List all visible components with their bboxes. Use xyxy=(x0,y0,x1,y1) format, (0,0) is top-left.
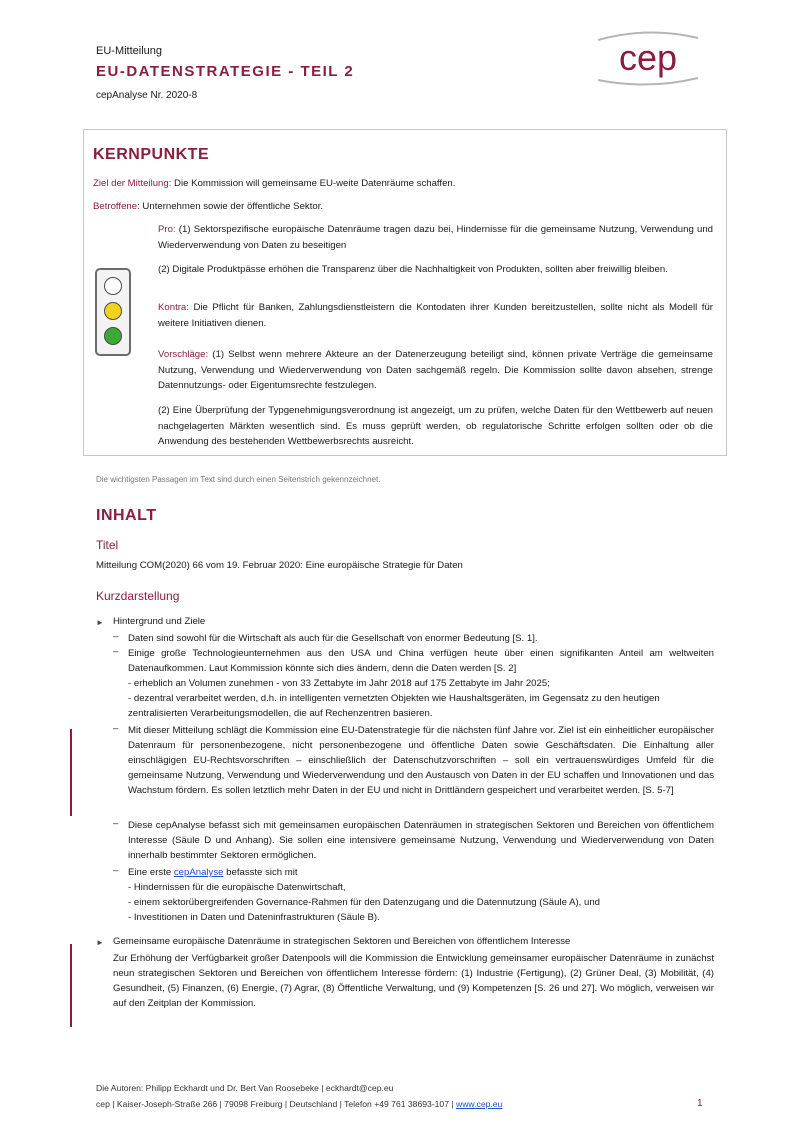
kurzdarstellung-heading: Kurzdarstellung xyxy=(96,589,180,603)
item-2a: - erheblich an Volumen zunehmen - von 33 Zettabyte im Jahr 2018 auf 175 Zettabyte im Jahr 2025; xyxy=(128,678,550,689)
section-2-body: Zur Erhöhung der Verfügbarkeit großer Datenpools will die Kommission die Entwicklung gemeinsamer europäischer Datenräume in zunächst neun strategischen Sektoren und Bereichen von öffentlichem Interesse fördern: (1) Industrie (Fertigung), (2) Grüner Deal, (3) Mobilität, (4) Gesundheit, (5) Finanzen, (6) Energie, (7) Agrar, (8) Öffentliche Verwaltung, und (9) Kompetenzen [S. 26 und 27]. Wo möglich, verweisen wir auf den Zeitplan der Kommission. xyxy=(113,953,714,1009)
bullet-icon: ► xyxy=(96,618,104,627)
kontra-label: Kontra: xyxy=(158,302,189,313)
section-2-title: Gemeinsame europäische Datenräume in strategischen Sektoren und Bereichen von öffentlichem Interesse xyxy=(113,936,571,947)
item-1: Daten sind sowohl für die Wirtschaft als auch für die Gesellschaft von enormer Bedeutung [S. 1]. xyxy=(128,633,538,644)
document-subtitle: cepAnalyse Nr. 2020-8 xyxy=(96,90,198,101)
cepanalyse-link[interactable]: cepAnalyse xyxy=(173,867,224,878)
bullet-icon: ► xyxy=(96,938,104,947)
footer-address xyxy=(96,1099,502,1109)
titel-heading: Titel xyxy=(96,538,119,552)
document-kicker: EU-Mitteilung xyxy=(96,45,163,57)
logo-text: cep xyxy=(618,37,678,78)
dash-icon: – xyxy=(113,818,119,829)
item-4: Diese cepAnalyse befasst sich mit gemeinsamen europäischen Datenräumen in strategischen Sektoren und Bereichen von öffentlichem Interesse (Säule D und Anhang). Sie sollen eine intensivere gemeinsame Nutzung, Verwendung und Wiederverwendung von Daten innerhalb bestimmter Sektoren ermöglichen. xyxy=(128,820,714,861)
ziel-label: Ziel der Mitteilung: xyxy=(93,178,172,189)
pro-text-1: (1) Sektorspezifische europäische Datenräume tragen dazu bei, Hindernisse für die gemeinsame Nutzung, Verwendung und Wiederverwendung von Daten zu beseitigen xyxy=(158,224,713,251)
kontra-point xyxy=(158,300,713,331)
betroffene-line xyxy=(93,199,713,214)
vorschlag-2: (2) Eine Überprüfung der Typgenehmigungsverordnung ist angezeigt, um zu prüfen, welche Daten für den Wettbewerb auf neuen nachgelagerten Märkten wesentlich sind. Es muss geprüft werden, ob regulatorische Schritte erfolgen sollten oder ob die Anwendung des bestehenden Wettbewerbsrechts ausreicht. xyxy=(158,405,713,447)
kontra-text: Die Pflicht für Banken, Zahlungsdienstleistern die Kontodaten ihrer Kunden bereitzustellen, sollte nicht als Modell für weitere Initiativen dienen. xyxy=(158,302,713,329)
item-5a: - Hindernissen für die europäische Datenwirtschaft, xyxy=(128,882,346,893)
betroffene-label: Betroffene: xyxy=(93,201,140,212)
ziel-text: Die Kommission will gemeinsame EU-weite Datenräume schaffen. xyxy=(171,178,456,189)
betroffene-text: Unternehmen sowie der öffentliche Sektor. xyxy=(139,201,324,212)
vorschlag-1 xyxy=(158,347,713,394)
item-5-pre: Eine erste xyxy=(128,867,174,878)
item-5 xyxy=(128,865,714,880)
footer-website-link[interactable]: www.cep.eu xyxy=(456,1099,503,1109)
marking-note: Die wichtigsten Passagen im Text sind durch einen Seitenstrich gekennzeichnet. xyxy=(96,475,381,484)
kernpunkte-title: KERNPUNKTE xyxy=(93,146,210,163)
item-3: Mit dieser Mitteilung schlägt die Kommission eine EU-Datenstrategie für die nächsten fünf Jahre vor. Ziel ist ein einheitlicher europäischer Datenraum für personenbezogene, nicht personenbezogene und öffentliche Daten sowie Geschäftsdaten. Die Einhaltung aller einschlägigen EU-Rechtsvorschriften – einschließlich der Datenschutzvorschriften – soll ein vertrauenswürdiges Umfeld für die gemeinsame Nutzung, Verwendung und Wiederverwendung und den Austausch von Daten in der EU schaffen und Innovationen und das Wachstum fördern. Es sollen letztlich mehr Daten in der EU und nicht in Drittländern gespeichert und verarbeitet werden. [S. 5-7] xyxy=(128,725,714,796)
ziel-line xyxy=(93,176,713,191)
page-number: 1 xyxy=(697,1098,703,1109)
dash-icon: – xyxy=(113,865,119,876)
item-2b: - dezentral verarbeitet werden, d.h. in intelligenten vernetzten Objekten wie Haushaltsgeräten, im Gegensatz zu den heutigen zentralisierten Verarbeitungsmodellen, die auf Rechenzentren basieren. xyxy=(128,693,660,719)
item-5c: - Investitionen in Daten und Dateninfrastrukturen (Säule B). xyxy=(128,912,380,923)
item-5b: - einem sektorübergreifenden Governance-Rahmen für den Datenzugang und die Datennutzung (Säule A), und xyxy=(128,897,600,908)
pro-point-1 xyxy=(158,222,713,253)
pro-point-2: (2) Digitale Produktpässe erhöhen die Transparenz über die Nachhaltigkeit von Produkten, sollten aber freiwillig bleiben. xyxy=(158,264,668,275)
traffic-light-top xyxy=(104,277,122,295)
vorschlag-text-1: (1) Selbst wenn mehrere Akteure an der Datenerzeugung beteiligt sind, können private Verträge die gemeinsame Nutzung, Verwendung und Wiederverwendung von Daten sachgemäß regeln. Die Kommission sollte davon absehen, strenge Datennutzungs- oder Eigentumsrechte festzulegen. xyxy=(158,349,713,391)
footer-address-text: cep | Kaiser-Joseph-Straße 266 | 79098 Freiburg | Deutschland | Telefon +49 761 38693-107 | xyxy=(96,1099,456,1109)
section-1-title: Hintergrund und Ziele xyxy=(113,616,206,627)
inhalt-title: INHALT xyxy=(96,507,157,524)
highlight-bar xyxy=(70,944,72,1027)
dash-icon: – xyxy=(113,631,119,642)
item-2: Einige große Technologieunternehmen aus den USA und China verfügen heute über einen signifikanten Anteil am weltweiten Datenaufkommen. Laut Kommission könnte sich dies ändern, denn die Daten werden [S. 2] xyxy=(128,648,714,674)
pro-label: Pro: xyxy=(158,224,176,235)
item-5-post: befasste sich mit xyxy=(223,867,298,878)
vorschlaege-label: Vorschläge: xyxy=(158,349,209,360)
traffic-light-bottom xyxy=(104,327,122,345)
titel-text: Mitteilung COM(2020) 66 vom 19. Februar 2020: Eine europäische Strategie für Daten xyxy=(96,560,463,571)
dash-icon: – xyxy=(113,723,119,734)
cep-logo xyxy=(592,28,704,88)
dash-icon: – xyxy=(113,646,119,657)
document-title: EU-DATENSTRATEGIE - TEIL 2 xyxy=(96,63,355,80)
footer-authors: Die Autoren: Philipp Eckhardt und Dr. Bert Van Roosebeke | eckhardt@cep.eu xyxy=(96,1083,394,1093)
traffic-light-middle xyxy=(104,302,122,320)
highlight-bar xyxy=(70,729,72,816)
traffic-light-icon xyxy=(95,268,131,356)
